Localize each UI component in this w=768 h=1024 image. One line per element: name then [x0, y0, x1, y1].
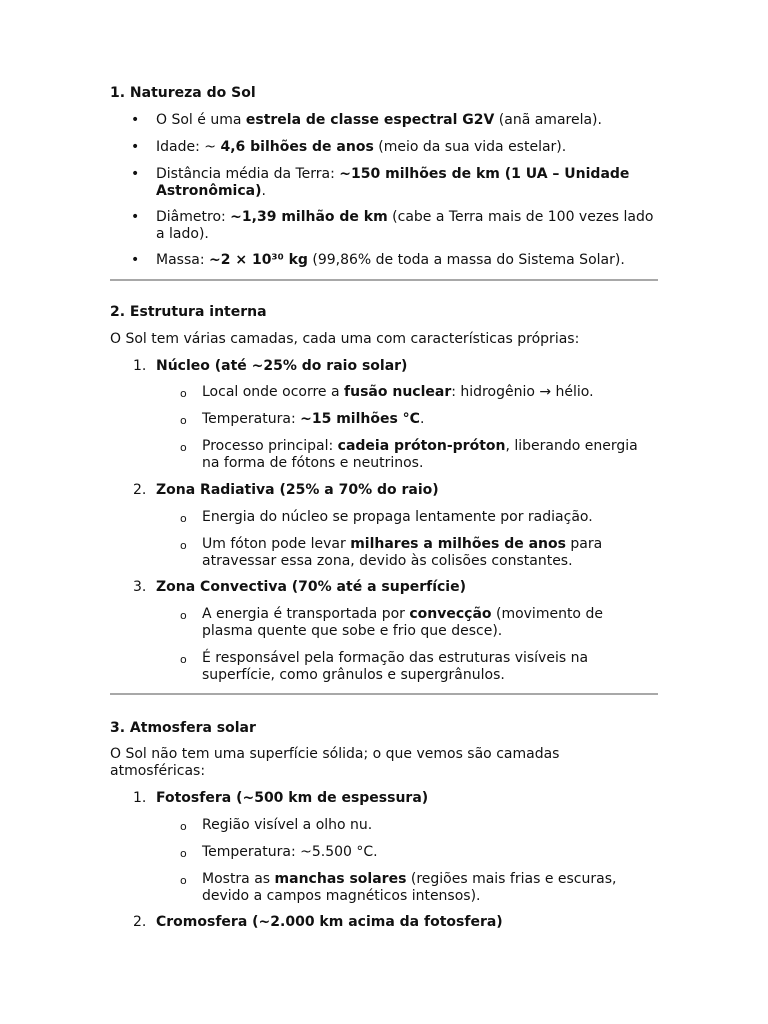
circle-bullet-icon: o — [180, 414, 187, 427]
circle-bullet-icon: o — [180, 820, 187, 833]
section-intro: O Sol tem várias camadas, cada uma com características próprias: — [110, 331, 580, 347]
list-number: 3. — [133, 579, 147, 595]
circle-bullet-icon: o — [180, 609, 187, 622]
section-title-natureza: 1. Natureza do Sol — [110, 85, 256, 101]
horizontal-divider — [110, 279, 658, 281]
bullet-icon: • — [131, 112, 140, 128]
sub-list-item: A energia é transportada por convecção (movimento de plasma quente que sobe e frio que desce). — [202, 606, 603, 639]
sub-list-item: Temperatura: ~15 milhões °C. — [202, 411, 425, 427]
bullet-icon: • — [131, 139, 140, 155]
sub-list-item: Processo principal: cadeia próton-próton, liberando energia na forma de fótons e neutrinos. — [202, 438, 638, 471]
bullet-icon: • — [131, 252, 140, 268]
list-number: 2. — [133, 482, 147, 498]
horizontal-divider — [110, 693, 658, 695]
circle-bullet-icon: o — [180, 387, 187, 400]
list-item: Massa: ~2 × 10³⁰ kg (99,86% de toda a massa do Sistema Solar). — [156, 252, 625, 268]
section-title-atmosfera: 3. Atmosfera solar — [110, 720, 256, 736]
circle-bullet-icon: o — [180, 847, 187, 860]
circle-bullet-icon: o — [180, 441, 187, 454]
circle-bullet-icon: o — [180, 539, 187, 552]
circle-bullet-icon: o — [180, 653, 187, 666]
sub-list-item: Temperatura: ~5.500 °C. — [202, 844, 378, 860]
list-item-heading: Fotosfera (~500 km de espessura) — [156, 790, 429, 806]
list-number: 2. — [133, 914, 147, 930]
circle-bullet-icon: o — [180, 512, 187, 525]
list-item: Idade: ~ 4,6 bilhões de anos (meio da sua vida estelar). — [156, 139, 567, 155]
list-item: Distância média da Terra: ~150 milhões de km (1 UA – Unidade Astronômica). — [156, 166, 630, 199]
sub-list-item: Energia do núcleo se propaga lentamente por radiação. — [202, 509, 593, 525]
section-title-estrutura: 2. Estrutura interna — [110, 304, 267, 320]
sub-list-item: Mostra as manchas solares (regiões mais frias e escuras, devido a campos magnéticos intensos). — [202, 871, 617, 904]
list-item-heading: Núcleo (até ~25% do raio solar) — [156, 358, 408, 374]
list-item-heading: Zona Radiativa (25% a 70% do raio) — [156, 482, 439, 498]
list-number: 1. — [133, 358, 147, 374]
sub-list-item: É responsável pela formação das estruturas visíveis na superfície, como grânulos e supergrânulos. — [202, 650, 589, 683]
list-item-heading: Cromosfera (~2.000 km acima da fotosfera) — [156, 914, 503, 930]
bullet-icon: • — [131, 209, 140, 225]
list-number: 1. — [133, 790, 147, 806]
circle-bullet-icon: o — [180, 874, 187, 887]
section-intro: O Sol não tem uma superfície sólida; o que vemos são camadas atmosféricas: — [110, 746, 560, 779]
sub-list-item: Local onde ocorre a fusão nuclear: hidrogênio → hélio. — [202, 384, 594, 400]
sub-list-item: Região visível a olho nu. — [202, 817, 373, 833]
list-item: Diâmetro: ~1,39 milhão de km (cabe a Terra mais de 100 vezes lado a lado). — [156, 209, 654, 242]
bullet-icon: • — [131, 166, 140, 182]
list-item-heading: Zona Convectiva (70% até a superfície) — [156, 579, 466, 595]
list-item: O Sol é uma estrela de classe espectral G2V (anã amarela). — [156, 112, 602, 128]
sub-list-item: Um fóton pode levar milhares a milhões de anos para atravessar essa zona, devido às colisões constantes. — [202, 536, 603, 569]
